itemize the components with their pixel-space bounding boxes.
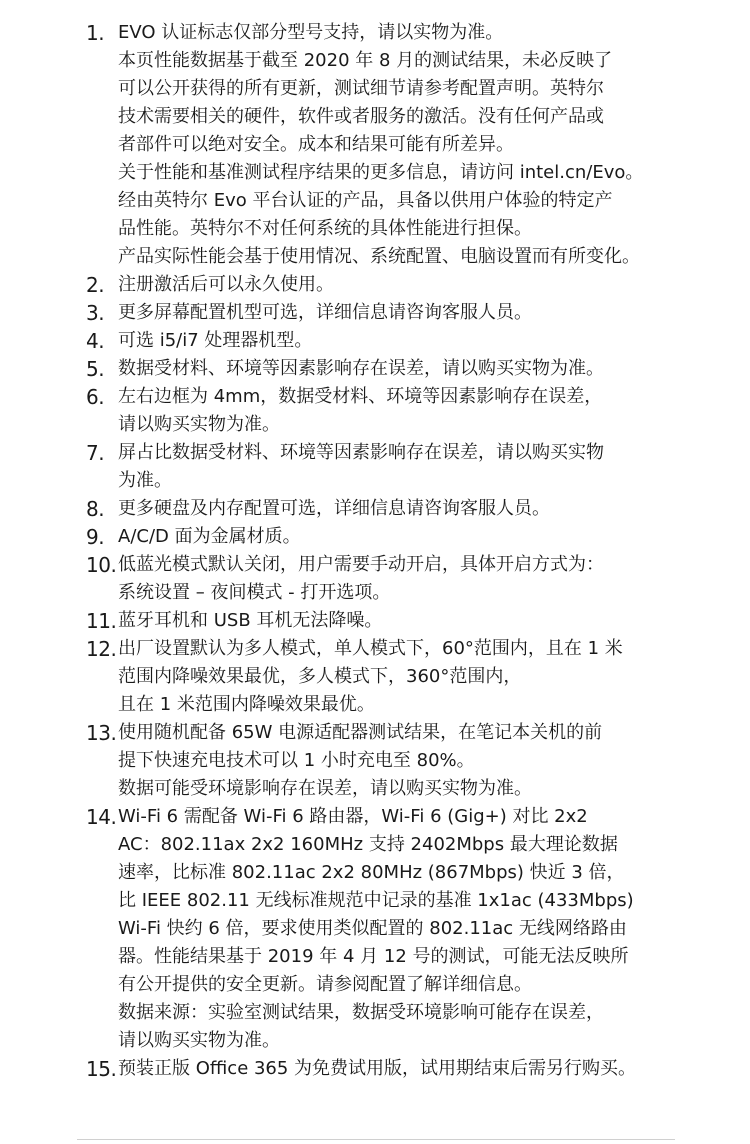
footnote-number: 4. xyxy=(86,329,105,353)
footnote-text-line: 速率，比标准 802.11ac 2x2 80MHz (867Mbps) 快近 3 倍， xyxy=(118,862,625,883)
footnote-text-line: 且在 1 米范围内降噪效果最优。 xyxy=(118,694,375,715)
footnote-text-line: 注册激活后可以永久使用。 xyxy=(118,274,334,295)
footnote-item xyxy=(0,523,750,551)
footnote-number: 7. xyxy=(86,441,105,465)
footnote-item xyxy=(0,19,750,271)
footnote-text-line: 系统设置 – 夜间模式 - 打开选项。 xyxy=(118,582,391,603)
footnote-item xyxy=(0,271,750,299)
footnote-text-line: 更多屏幕配置机型可选，详细信息请咨询客服人员。 xyxy=(118,302,532,323)
footnote-number: 13. xyxy=(86,721,117,745)
footnote-number: 8. xyxy=(86,497,105,521)
footnote-text-line: 蓝牙耳机和 USB 耳机无法降噪。 xyxy=(118,610,383,631)
footnote-number: 1. xyxy=(86,21,105,45)
footnote-text-line: AC：802.11ax 2x2 160MHz 支持 2402Mbps 最大理论数据 xyxy=(118,834,618,855)
footnote-item xyxy=(0,719,750,803)
footnote-number: 9. xyxy=(86,525,105,549)
footnote-number: 10. xyxy=(86,553,117,577)
footnote-text-line: Wi-Fi 6 需配备 Wi-Fi 6 路由器，Wi-Fi 6 (Gig+) 对比 2x2 xyxy=(118,806,588,827)
footnote-text-line: 使用随机配备 65W 电源适配器测试结果，在笔记本关机的前 xyxy=(118,722,603,743)
footnote-text-line: 低蓝光模式默认关闭，用户需要手动开启，具体开启方式为： xyxy=(118,554,604,575)
footnote-text-line: 为准。 xyxy=(118,470,172,491)
footnote-text-line: 有公开提供的安全更新。请参阅配置了解详细信息。 xyxy=(118,974,532,995)
footnote-item xyxy=(0,551,750,607)
footnote-number: 15. xyxy=(86,1057,117,1081)
footnote-text-line: 预装正版 Office 365 为免费试用版，试用期结束后需另行购买。 xyxy=(118,1058,637,1079)
footnote-text-line: 可选 i5/i7 处理器机型。 xyxy=(118,330,313,351)
footnote-text-line: 品性能。英特尔不对任何系统的具体性能进行担保。 xyxy=(118,218,532,239)
footnote-text-line: 屏占比数据受材料、环境等因素影响存在误差，请以购买实物 xyxy=(118,442,604,463)
footnote-number: 5. xyxy=(86,357,105,381)
footnote-text-line: A/C/D 面为金属材质。 xyxy=(118,526,301,547)
footnote-text-line: 产品实际性能会基于使用情况、系统配置、电脑设置而有所变化。 xyxy=(118,246,640,267)
footnote-number: 3. xyxy=(86,301,105,325)
footnote-text-line: 器。性能结果基于 2019 年 4 月 12 号的测试，可能无法反映所 xyxy=(118,946,629,967)
footnote-text-line: 请以购买实物为准。 xyxy=(118,414,280,435)
footnote-text-line: 左右边框为 4mm，数据受材料、环境等因素影响存在误差， xyxy=(118,386,603,407)
footnote-item xyxy=(0,327,750,355)
footnote-text-line: 请以购买实物为准。 xyxy=(118,1030,280,1051)
footnote-number: 11. xyxy=(86,609,117,633)
footnote-text-line: 提下快速充电技术可以 1 小时充电至 80%。 xyxy=(118,750,475,771)
footnote-text-line: EVO 认证标志仅部分型号支持，请以实物为准。 xyxy=(118,22,504,43)
footnote-text-line: 范围内降噪效果最优，多人模式下，360°范围内， xyxy=(118,666,522,687)
footnote-number: 14. xyxy=(86,805,117,829)
footnote-item xyxy=(0,803,750,1055)
footnote-item xyxy=(0,383,750,439)
footnote-text-line: 者部件可以绝对安全。成本和结果可能有所差异。 xyxy=(118,134,514,155)
footnote-text-line: 技术需要相关的硬件，软件或者服务的激活。没有任何产品或 xyxy=(118,106,604,127)
footnote-text-line: 比 IEEE 802.11 无线标准规范中记录的基准 1x1ac (433Mbps) xyxy=(118,890,634,911)
footnote-text-line: 经由英特尔 Evo 平台认证的产品，具备以供用户体验的特定产 xyxy=(118,190,613,211)
footnote-text-line: 数据受材料、环境等因素影响存在误差，请以购买实物为准。 xyxy=(118,358,604,379)
divider-line xyxy=(77,1139,675,1140)
footnote-text-line: 数据可能受环境影响存在误差，请以购买实物为准。 xyxy=(118,778,532,799)
footnote-text-line: 关于性能和基准测试程序结果的更多信息，请访问 intel.cn/Evo。 xyxy=(118,162,644,183)
footnote-number: 6. xyxy=(86,385,105,409)
footnote-text-line: Wi-Fi 快约 6 倍，要求使用类似配置的 802.11ac 无线网络路由 xyxy=(118,918,627,939)
footnote-text-line: 本页性能数据基于截至 2020 年 8 月的测试结果，未必反映了 xyxy=(118,50,613,71)
footnote-item xyxy=(0,607,750,635)
footnote-text-line: 更多硬盘及内存配置可选，详细信息请咨询客服人员。 xyxy=(118,498,550,519)
footnote-text-line: 出厂设置默认为多人模式，单人模式下，60°范围内，且在 1 米 xyxy=(118,638,623,659)
footnote-item xyxy=(0,439,750,495)
footnote-number: 12. xyxy=(86,637,117,661)
footnote-item xyxy=(0,495,750,523)
footnote-text-line: 数据来源：实验室测试结果，数据受环境影响可能存在误差， xyxy=(118,1002,604,1023)
footnote-item xyxy=(0,1055,750,1083)
footnote-number: 2. xyxy=(86,273,105,297)
footnote-list xyxy=(0,19,750,1083)
footnote-item xyxy=(0,635,750,719)
footnote-item xyxy=(0,299,750,327)
footnote-text-line: 可以公开获得的所有更新，测试细节请参考配置声明。英特尔 xyxy=(118,78,604,99)
footnote-item xyxy=(0,355,750,383)
